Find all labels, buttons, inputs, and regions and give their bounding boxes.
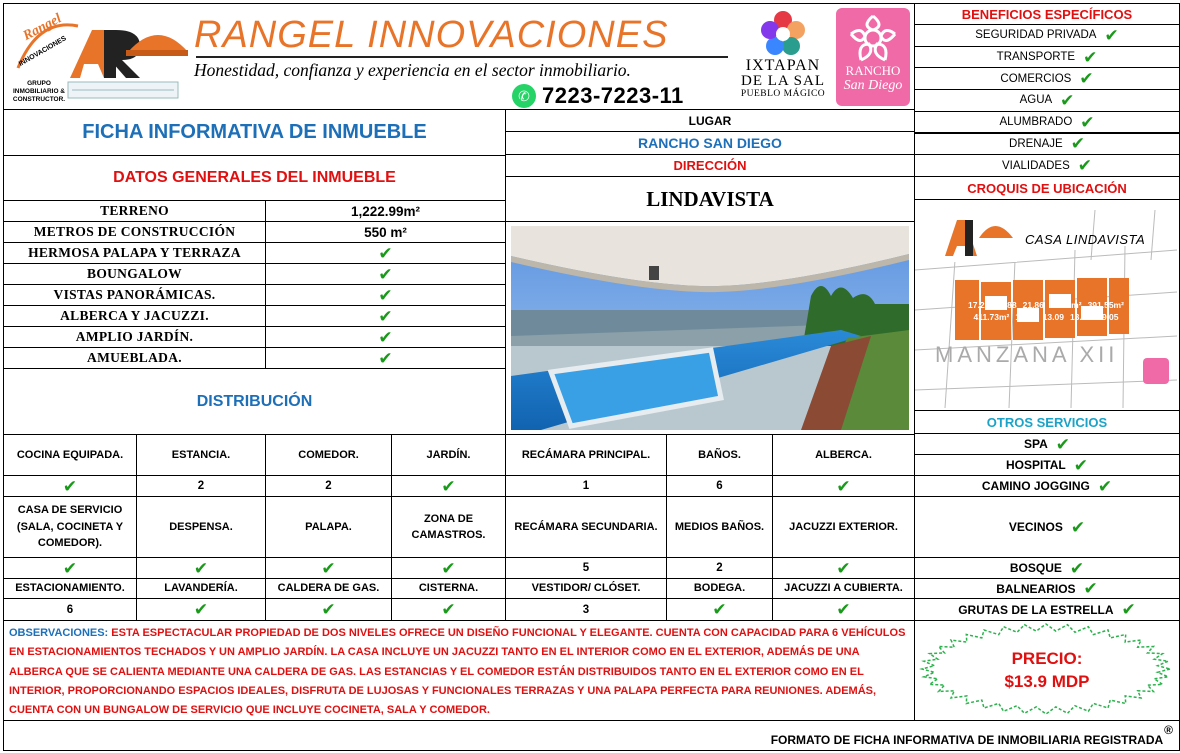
distribucion-check-icon: ✔ — [772, 598, 915, 621]
distribucion-value: 3 — [505, 598, 667, 621]
distribucion-check-icon: ✔ — [265, 598, 392, 621]
servicio-item — [1024, 436, 1070, 453]
beneficio-item — [1000, 70, 1093, 87]
distribucion-label: CALDERA DE GAS. — [265, 578, 392, 599]
beneficio-label: SEGURIDAD PRIVADA — [975, 29, 1097, 42]
header-banner — [3, 3, 915, 110]
check-icon: ✔ — [1083, 579, 1098, 598]
servicio-label: VECINOS — [1008, 520, 1063, 534]
beneficio-label: COMERCIOS — [1000, 72, 1072, 85]
check-icon: ✔ — [1070, 517, 1086, 537]
beneficio-label: ALUMBRADO — [999, 116, 1073, 129]
servicio-row — [914, 433, 1180, 455]
distribucion-value: 2 — [265, 475, 392, 497]
dato-label: AMUEBLADA. — [3, 347, 266, 369]
distribucion-label: COMEDOR. — [265, 434, 392, 476]
datos-title: DATOS GENERALES DEL INMUEBLE — [3, 155, 506, 201]
distribucion-label: ESTANCIA. — [136, 434, 266, 476]
servicio-item — [996, 580, 1098, 597]
lugar-value: RANCHO SAN DIEGO — [505, 131, 915, 155]
check-icon: ✔ — [1104, 25, 1119, 45]
croquis-rancho-mini-icon — [1143, 358, 1169, 384]
observaciones-text: ESTA ESPECTACULAR PROPIEDAD DE DOS NIVELES OFRECE UN DISEÑO FUNCIONAL Y ELEGANTE. CUENTA CON CAPACIDAD PARA 6 VEHÍCULOS EN ESTACIONAMIENTOS TECHADOS Y UN AMPLIO JARDÍN. LA CASA INCLUYE UN JACUZZI TANTO EN EL INTERIOR COMO EN EL EXTERIOR, ADEMÁS DE UNA ALBERCA QUE SE CALIENTA MEDIANTE UNA CALDERA DE GAS. LAS ESTANCIAS Y EL COMEDOR ESTÁN DISTRIBUIDOS TANTO EN EL EXTERIOR COMO EN EL INTERIOR, PROPORCIONANDO ESPACIOS IDEALES, DISFRUTA DE LUJOSAS Y FUNCIONALES TERRAZAS Y UNA PALAPA PERFECTA PARA REUNIONES. ADEMÁS, CUENTA CON UN BUNGALOW DE SERVICIO QUE INCLUYE COCINETA, SALA Y COMEDOR. — [9, 627, 906, 716]
check-icon: ✔ — [1069, 558, 1085, 578]
rancho-logo — [836, 8, 910, 106]
servicio-row — [914, 454, 1180, 476]
logo-caption: GRUPO INMOBILIARIO & CONSTRUCTOR. — [12, 80, 66, 103]
distribucion-value: 6 — [666, 475, 773, 497]
beneficio-row — [914, 154, 1180, 177]
check-icon: ✔ — [1060, 90, 1075, 110]
beneficio-item — [1002, 157, 1092, 174]
distribucion-label: JACUZZI A CUBIERTA. — [772, 578, 915, 599]
distribucion-value: 5 — [505, 557, 667, 579]
observaciones-label: OBSERVACIONES: — [9, 627, 109, 639]
dato-check-icon: ✔ — [265, 305, 506, 327]
distribucion-value: 2 — [666, 557, 773, 579]
distribucion-check-icon: ✔ — [391, 475, 506, 497]
beneficio-row — [914, 24, 1180, 47]
brand-underline — [196, 56, 728, 58]
distribucion-value: 1 — [505, 475, 667, 497]
lot-label: 41.56m² — [1049, 300, 1082, 310]
check-icon: ✔ — [1121, 600, 1136, 619]
distribucion-check-icon: ✔ — [772, 557, 915, 579]
distribucion-title: DISTRIBUCIÓN — [3, 368, 506, 435]
company-logo — [8, 8, 188, 104]
croquis-lot-labels — [961, 284, 1131, 338]
check-icon: ✔ — [1083, 47, 1098, 67]
ixtapan-flower-icon — [759, 10, 807, 58]
distribucion-label: JACUZZI EXTERIOR. — [772, 496, 915, 558]
distribucion-label: COCINA EQUIPADA. — [3, 434, 137, 476]
distribucion-label: RECÁMARA PRINCIPAL. — [505, 434, 667, 476]
servicio-label: BOSQUE — [1009, 561, 1062, 575]
servicio-item — [958, 601, 1136, 618]
beneficio-row — [914, 67, 1180, 90]
property-photo — [511, 226, 909, 430]
phone-number: 7223-7223-11 — [542, 83, 684, 108]
servicio-row — [914, 475, 1180, 497]
check-icon: ✔ — [1070, 134, 1085, 154]
lot-label: 391.55m² — [1087, 300, 1124, 310]
croquis-manzana-label: MANZANA XII — [935, 342, 1119, 367]
distribucion-check-icon: ✔ — [136, 598, 266, 621]
check-icon: ✔ — [1077, 156, 1092, 176]
whatsapp-icon: ✆ — [512, 84, 536, 108]
lot-label: 21.86 — [1022, 300, 1044, 310]
check-icon: ✔ — [1073, 455, 1089, 475]
distribucion-check-icon: ✔ — [772, 475, 915, 497]
distribucion-label: CISTERNA. — [391, 578, 506, 599]
dato-label: TERRENO — [3, 200, 266, 222]
property-photo-frame — [505, 221, 915, 435]
distribucion-label: VESTIDOR/ CLÓSET. — [505, 578, 667, 599]
lot-label: 14.28 — [1015, 312, 1037, 322]
dato-check-icon: ✔ — [265, 347, 506, 369]
precio-value: $13.9 MDP — [1004, 671, 1090, 691]
ixtapan-logo — [734, 10, 832, 106]
distribucion-label: BAÑOS. — [666, 434, 773, 476]
distribucion-check-icon: ✔ — [666, 598, 773, 621]
phone-row[interactable] — [512, 82, 684, 110]
rancho-logo-line2: San Diego — [843, 78, 903, 94]
rancho-flower-icon — [845, 12, 901, 64]
distribucion-check-icon: ✔ — [3, 475, 137, 497]
distribucion-label: LAVANDERÍA. — [136, 578, 266, 599]
ficha-title: FICHA INFORMATIVA DE INMUEBLE — [3, 109, 506, 156]
croquis-title: CROQUIS DE UBICACIÓN — [914, 176, 1180, 200]
croquis-logo-icon — [925, 210, 1017, 262]
logo-script-text: Rangel — [20, 11, 65, 44]
servicio-item — [1009, 519, 1085, 536]
croquis-map — [914, 199, 1180, 411]
distribucion-label: ZONA DE CAMASTROS. — [391, 496, 506, 558]
lot-label: 13.09 — [1042, 312, 1064, 322]
check-icon: ✔ — [1097, 476, 1113, 496]
distribucion-check-icon: ✔ — [391, 557, 506, 579]
dato-value: 1,222.99m² — [265, 200, 506, 222]
precio-box — [914, 620, 1180, 721]
distribucion-value: 6 — [3, 598, 137, 621]
distribucion-value: 2 — [136, 475, 266, 497]
beneficio-label: VIALIDADES — [1002, 159, 1070, 172]
footer-bar — [3, 720, 1180, 751]
beneficio-row — [914, 89, 1180, 112]
beneficio-row — [914, 133, 1180, 156]
lot-label: 19.05 — [1097, 312, 1119, 322]
dato-check-icon: ✔ — [265, 284, 506, 306]
footer-registered-mark: ® — [1164, 723, 1173, 737]
distribucion-label: CASA DE SERVICIO (SALA, COCINETA Y COMEDOR). — [3, 496, 137, 558]
dato-check-icon: ✔ — [265, 326, 506, 348]
distribucion-label: MEDIOS BAÑOS. — [666, 496, 773, 558]
servicio-label: BALNEARIOS — [996, 581, 1076, 596]
distribucion-label: DESPENSA. — [136, 496, 266, 558]
ixtapan-line3: PUEBLO MÁGICO — [740, 89, 826, 99]
servicio-row — [914, 496, 1180, 558]
ixtapan-line1: IXTAPAN — [745, 57, 821, 74]
distribucion-label: JARDÍN. — [391, 434, 506, 476]
servicio-label: GRUTAS DE LA ESTRELLA — [958, 602, 1114, 617]
beneficio-item — [999, 114, 1094, 131]
dato-label: AMPLIO JARDÍN. — [3, 326, 266, 348]
footer-text: FORMATO DE FICHA INFORMATIVA DE INMOBILIARIA REGISTRADA — [770, 732, 1164, 747]
distribucion-check-icon: ✔ — [136, 557, 266, 579]
beneficio-item — [1009, 135, 1085, 152]
dato-label: VISTAS PANORÁMICAS. — [3, 284, 266, 306]
servicio-label: HOSPITAL — [1005, 458, 1066, 472]
brand-title: RANGEL INNOVACIONES — [194, 14, 669, 56]
dato-label: ALBERCA Y JACUZZI. — [3, 305, 266, 327]
servicio-item — [1006, 457, 1088, 474]
dato-value: 550 m² — [265, 221, 506, 243]
beneficios-title: BENEFICIOS ESPECÍFICOS — [914, 3, 1180, 25]
check-icon: ✔ — [1055, 434, 1071, 454]
servicio-row — [914, 578, 1180, 599]
beneficio-row — [914, 111, 1180, 134]
servicio-row — [914, 598, 1180, 621]
distribucion-check-icon: ✔ — [265, 557, 392, 579]
servicio-item — [1010, 560, 1084, 577]
observaciones-box — [3, 620, 915, 721]
check-icon: ✔ — [1080, 112, 1095, 132]
beneficio-item — [975, 27, 1118, 44]
logo-sub-text: INNOVACIONES — [17, 35, 68, 68]
lot-label: 411.73m² — [973, 312, 1010, 322]
distribucion-label: BODEGA. — [666, 578, 773, 599]
croquis-logo-mini — [925, 210, 1017, 262]
lot-label: 18.48 — [1069, 312, 1092, 322]
dato-label: BOUNGALOW — [3, 263, 266, 285]
precio-label: PRECIO: — [1011, 649, 1083, 669]
check-icon: ✔ — [1079, 69, 1094, 89]
beneficio-label: AGUA — [1019, 94, 1053, 107]
lot-label: 17.22 — [968, 300, 990, 310]
servicio-row — [914, 557, 1180, 579]
beneficio-label: DRENAJE — [1009, 137, 1063, 150]
servicio-label: CAMINO JOGGING — [981, 479, 1090, 493]
distribucion-label: RECÁMARA SECUNDARIA. — [505, 496, 667, 558]
rancho-logo-line1: RANCHO — [845, 63, 901, 78]
dato-label: HERMOSA PALAPA Y TERRAZA — [3, 242, 266, 264]
beneficio-item — [1020, 92, 1075, 109]
beneficio-label: TRANSPORTE — [996, 51, 1076, 64]
croquis-casa-label: CASA LINDAVISTA — [1025, 232, 1146, 247]
distribucion-check-icon: ✔ — [3, 557, 137, 579]
dato-check-icon: ✔ — [265, 242, 506, 264]
direccion-value: LINDAVISTA — [505, 176, 915, 222]
dato-label: METROS DE CONSTRUCCIÓN — [3, 221, 266, 243]
distribucion-check-icon: ✔ — [391, 598, 506, 621]
dato-check-icon: ✔ — [265, 263, 506, 285]
slogan: Honestidad, confianza y experiencia en el sector inmobiliario. — [194, 60, 631, 80]
ixtapan-line2: DE LA SAL — [741, 73, 825, 89]
lugar-label: LUGAR — [505, 109, 915, 132]
beneficio-item — [997, 49, 1098, 66]
lot-label: 19.88 — [995, 300, 1017, 310]
servicio-item — [982, 478, 1112, 495]
distribucion-label: PALAPA. — [265, 496, 392, 558]
otros-title: OTROS SERVICIOS — [914, 410, 1180, 434]
servicio-label: SPA — [1023, 437, 1048, 451]
distribucion-label: ESTACIONAMIENTO. — [3, 578, 137, 599]
beneficio-row — [914, 46, 1180, 69]
direccion-label: DIRECCIÓN — [505, 154, 915, 177]
distribucion-label: ALBERCA. — [772, 434, 915, 476]
